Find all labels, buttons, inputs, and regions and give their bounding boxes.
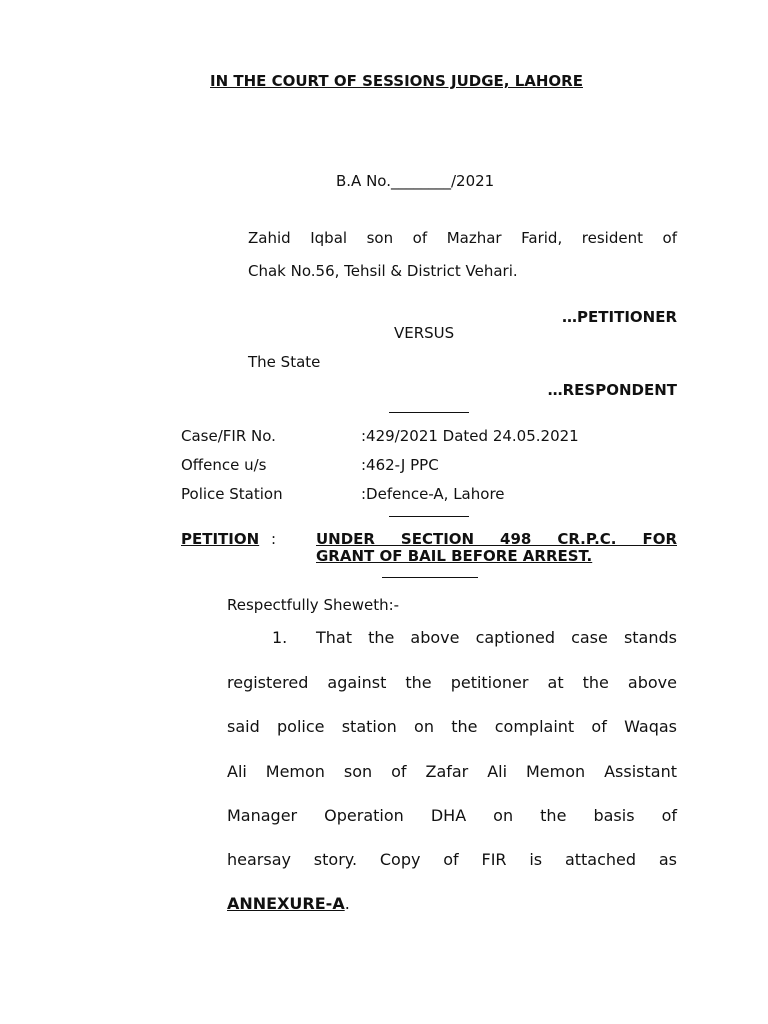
paragraph-line-3: said police station on the complaint of Waqas [227, 717, 677, 736]
versus-label: VERSUS [394, 324, 455, 342]
respondent-name: The State [248, 353, 321, 371]
petitioner-line-1: Zahid Iqbal son of Mazhar Farid, resident of [248, 229, 677, 247]
paragraph-line-6: hearsay story. Copy of FIR is attached as [227, 850, 677, 869]
petition-subject-line-2: GRANT OF BAIL BEFORE ARREST. [316, 547, 593, 565]
police-station-label: Police Station [181, 485, 283, 503]
divider-2 [389, 516, 469, 517]
case-fir-label: Case/FIR No. [181, 427, 276, 445]
paragraph-line-1: That the above captioned case stands [316, 628, 677, 647]
police-station-value: :Defence-A, Lahore [361, 485, 505, 503]
annexure-line [227, 895, 350, 913]
petitioner-line-2: Chak No.56, Tehsil & District Vehari. [248, 262, 518, 280]
case-fir-value: :429/2021 Dated 24.05.2021 [361, 427, 579, 445]
paragraph-line-2: registered against the petitioner at the above [227, 673, 677, 692]
offence-label: Offence u/s [181, 456, 267, 474]
petition-subject-line-1: UNDER SECTION 498 CR.P.C. FOR [316, 530, 677, 548]
petition-label: PETITION [181, 530, 260, 548]
divider-3 [382, 577, 478, 578]
petitioner-label: …PETITIONER [562, 308, 677, 326]
respondent-label: …RESPONDENT [547, 381, 677, 399]
salutation: Respectfully Sheweth:- [227, 596, 400, 614]
offence-value: :462-J PPC [361, 456, 439, 474]
annexure-label: ANNEXURE-A [227, 894, 345, 913]
annexure-suffix: . [344, 894, 350, 913]
bail-application-number: B.A No.________/2021 [336, 172, 495, 190]
court-title: IN THE COURT OF SESSIONS JUDGE, LAHORE [210, 72, 583, 90]
paragraph-number: 1. [272, 628, 288, 647]
petition-colon: : [271, 530, 277, 548]
paragraph-line-4: Ali Memon son of Zafar Ali Memon Assistant [227, 762, 677, 781]
paragraph-line-5: Manager Operation DHA on the basis of [227, 806, 677, 825]
divider-1 [389, 412, 469, 413]
